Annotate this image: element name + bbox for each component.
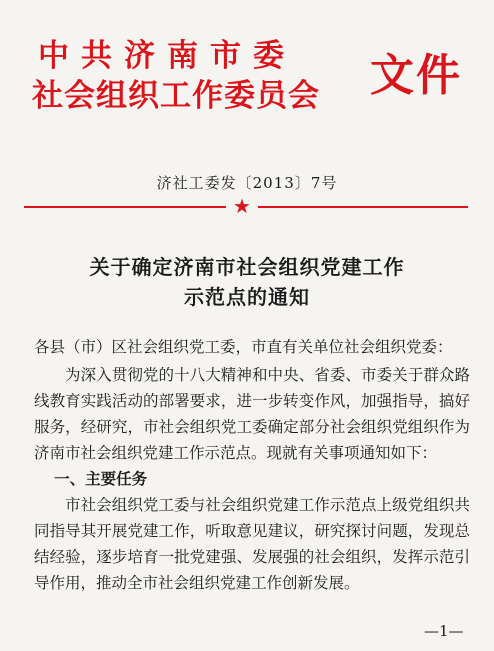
issuing-authority xyxy=(32,36,372,116)
document-title-line2: 示范点的通知 xyxy=(184,285,310,309)
issuing-authority-line2: 社会组织工作委员会 xyxy=(32,78,320,114)
document-title xyxy=(0,252,494,312)
document-type-label: 文件 xyxy=(370,50,462,101)
document-title-line1: 关于确定济南市社会组织党建工作 xyxy=(89,255,405,279)
issuing-authority-line1: 中共济南市委 xyxy=(38,38,296,74)
paragraph-intro: 为深入贯彻党的十八大精神和中央、省委、市委关于群众路线教育实践活动的部署要求，进一步转变作风，加强指导，搞好服务，经研究，市社会组织党工委确定部分社会组织党组织作为济南市社会组织党建工作示范点。现就有关事项通知如下： xyxy=(34,366,470,462)
red-divider-right xyxy=(258,206,468,208)
document-body xyxy=(34,334,470,596)
red-star-icon: ★ xyxy=(233,194,251,218)
red-divider-left xyxy=(24,206,226,208)
paragraph-main-tasks: 市社会组织党工委与社会组织党建工作示范点上级党组织共同指导其开展党建工作，听取意见建议，研究探讨问题，发现总结经验，逐步培育一批党建强、发展强的社会组织，发挥示范引导作用，推动全市社会组织党建工作创新发展。 xyxy=(34,496,470,592)
document-number: 济社工委发〔2013〕7号 xyxy=(156,174,338,192)
salutation: 各县（市）区社会组织党工委，市直有关单位社会组织党委： xyxy=(34,338,453,356)
section-heading-main-tasks: 一、主要任务 xyxy=(54,470,148,488)
page-number: —1— xyxy=(424,622,464,640)
